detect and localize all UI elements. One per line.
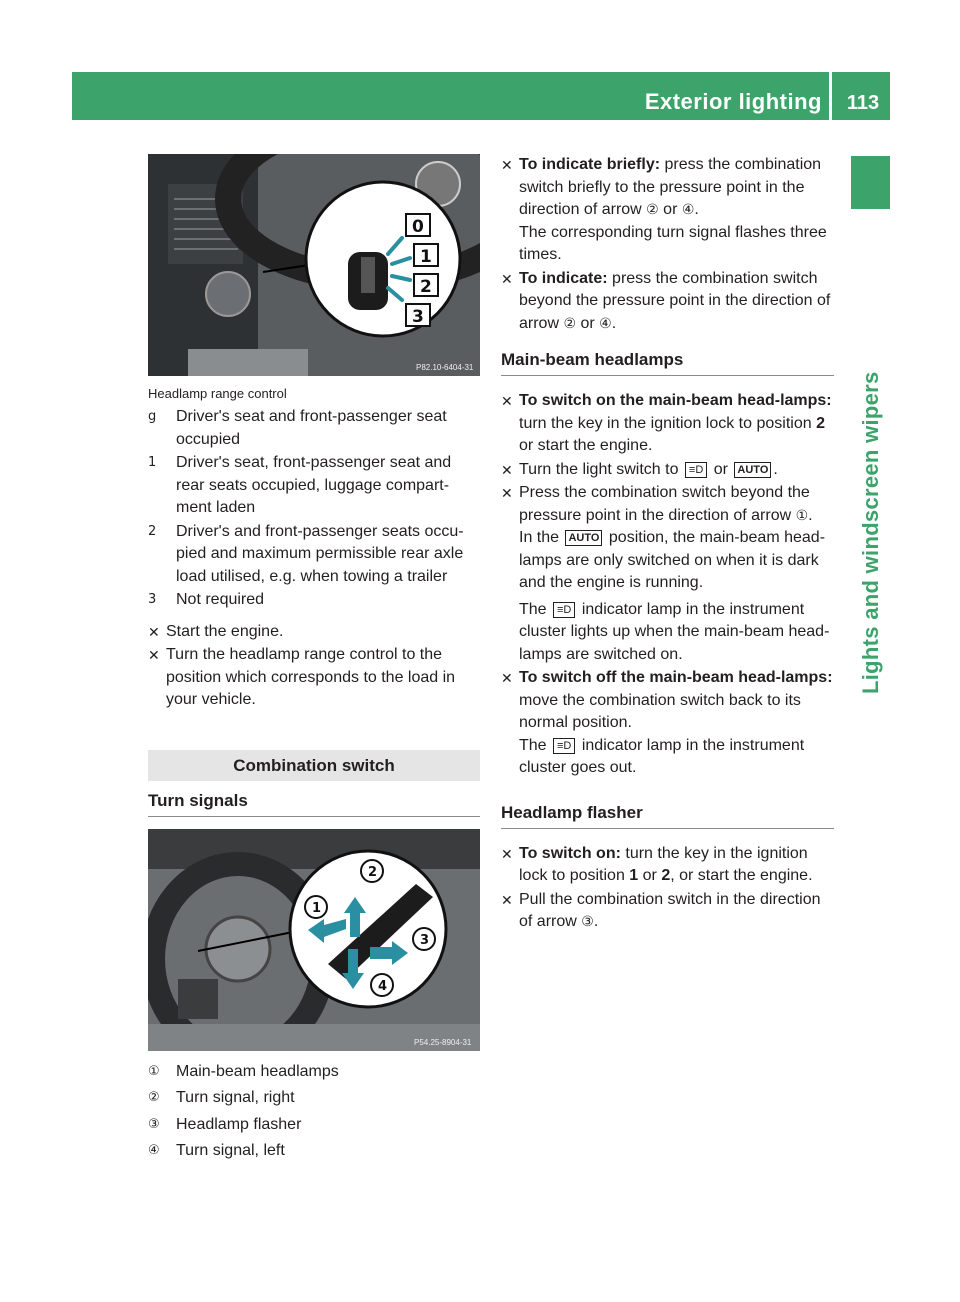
step-arrow-icon: ✕ [501,891,513,908]
step-text: Press the combination switch beyond the pressure point in the direction of arrow [519,484,810,524]
legend-key: ② [148,1090,160,1105]
step-text: turn the key in the ignition lock to position [519,414,817,432]
range-text: Driver's seat and front-passenger seat occupied [176,408,447,448]
legend-text: Headlamp flasher [176,1115,302,1133]
side-tab-marker [851,156,890,209]
arrow-ref: ④ [681,202,695,218]
instruction-step [501,843,834,888]
range-key: g [148,409,157,424]
step-label: To switch on the main-beam head-lamps: [519,392,832,409]
range-key: 1 [148,455,157,470]
headlamp-range-illustration [148,154,480,376]
step-label: To indicate: [519,269,608,287]
combination-switch-figure [148,829,480,1051]
subheading-headlamp-flasher: Headlamp flasher [501,802,834,829]
callout-3: 3 [420,932,430,948]
legend-key: ③ [148,1116,160,1132]
step-arrow-icon: ✕ [501,461,513,478]
key-position: 1 [629,867,639,884]
legend-item [148,1140,480,1163]
step-text: Turn the headlamp range control to the position which corresponds to the load in your vehicle. [166,646,456,708]
page-number: 113 [846,92,880,114]
auto-symbol-icon: AUTO [734,462,771,478]
callout-2: 2 [420,277,432,297]
step-text: or [576,314,600,332]
figure-code: P82.10-6404-31 [416,363,474,372]
header-separator [829,72,832,120]
step-text: move the combination switch back to its normal position. [519,691,801,731]
arrow-ref: ① [795,507,809,524]
step-label: To indicate briefly: [519,156,661,173]
callout-1: 1 [312,900,322,916]
step-text: In the [519,529,564,546]
step-text: press the combination switch beyond the pressure point in the direction of arrow [519,269,831,332]
step-text: . [808,506,813,524]
step-label: To switch off the main-beam head-lamps: [519,669,833,686]
section-title: Exterior lighting [644,89,822,114]
step-arrow-icon: ✕ [501,670,513,686]
step-text: Start the engine. [166,622,284,640]
range-key: 3 [148,592,157,607]
legend-item [148,1061,480,1084]
step-arrow-icon: ✕ [501,157,513,173]
step-followup: The corresponding turn signal flashes three times. [519,223,827,263]
arrow-ref: ④ [599,315,612,332]
instruction-step [501,667,834,780]
legend-item [148,1087,480,1110]
step-text: , or start the engine. [670,867,813,884]
arrow-ref: ③ [581,914,594,930]
main-beam-symbol-icon: ≡D [685,462,707,478]
step-text: Pull the combination switch in the direction of arrow [519,890,821,930]
step-text: press the combination switch briefly to the pressure point in the direction of arrow [519,156,822,218]
instruction-step [501,889,834,934]
range-text: Driver's and front-passenger seats occu-pied and maximum permissible rear axle load utilised, e.g. when towing a trailer [176,522,464,585]
range-text: Not required [176,591,265,608]
legend-text: Turn signal, left [176,1142,285,1159]
figure-legend [148,1061,480,1163]
legend-text: Main-beam headlamps [176,1062,339,1080]
step-arrow-icon: ✕ [501,485,513,501]
step-text: or [658,201,682,218]
auto-symbol-icon: AUTO [565,530,602,546]
step-text: Turn the light switch to [519,460,683,478]
instruction-step [148,621,480,644]
subheading-main-beam: Main-beam headlamps [501,349,834,376]
step-arrow-icon: ✕ [501,270,513,287]
legend-key: ④ [148,1143,160,1158]
step-text: indicator lamp in the instrument cluster goes out. [519,736,805,776]
callout-3: 3 [412,307,424,327]
range-item [148,406,480,451]
instruction-step [501,390,834,458]
callout-0: 0 [412,217,424,237]
left-column [148,154,480,1164]
step-text: The [519,600,552,618]
key-position: 2 [661,867,671,884]
right-column [501,154,834,935]
step-text: or [709,460,733,478]
step-arrow-icon: ✕ [148,647,160,663]
step-arrow-icon: ✕ [148,623,160,640]
headlamp-range-figure [148,154,480,376]
subheading-turn-signals: Turn signals [148,790,480,817]
main-beam-symbol-icon: ≡D [553,738,575,754]
step-text: or start the engine. [519,437,653,454]
instruction-step [501,482,834,666]
instruction-step [501,154,834,267]
range-item [148,521,480,589]
step-text: indicator lamp in the instrument cluster lights up when the main-beam head-lamps are switched on. [519,600,830,663]
step-text: position, the main-beam head-lamps are only switched on when it is dark and the engine is running. [519,529,826,591]
step-text: or [638,867,662,884]
step-text: . [694,201,699,218]
legend-item [148,1114,480,1137]
combination-switch-illustration [148,829,480,1051]
instruction-step [501,459,834,482]
instruction-step [148,644,480,712]
arrow-ref: ② [646,202,659,218]
step-text: The [519,736,552,754]
arrow-ref: ② [563,315,577,332]
figure-code: P54.25-8904-31 [414,1037,472,1047]
step-text: turn the key in the ignition lock to position [519,844,808,884]
key-position: 2 [816,414,825,432]
section-band: Combination switch [148,750,480,781]
callout-1: 1 [420,247,432,267]
chapter-tab [851,224,890,724]
step-label: To switch on: [519,844,621,862]
step-text: . [773,460,778,478]
legend-text: Turn signal, right [176,1089,295,1106]
step-arrow-icon: ✕ [501,845,513,862]
step-text: . [611,314,617,332]
range-key: 2 [148,523,157,539]
chapter-tab-label: Lights and windscreen wipers [857,371,883,694]
note [519,599,834,667]
instruction-step [501,268,834,336]
range-item [148,589,480,612]
callout-4: 4 [378,978,388,994]
range-item [148,452,480,520]
step-text: . [593,913,599,930]
legend-key: ① [148,1063,160,1079]
figure-caption: Headlamp range control [148,386,287,401]
step-arrow-icon: ✕ [501,393,513,409]
range-text: Driver's seat, front-passenger seat and rear seats occupied, luggage compart-ment laden [176,454,452,516]
callout-2: 2 [368,864,378,880]
main-beam-symbol-icon: ≡D [553,602,575,618]
